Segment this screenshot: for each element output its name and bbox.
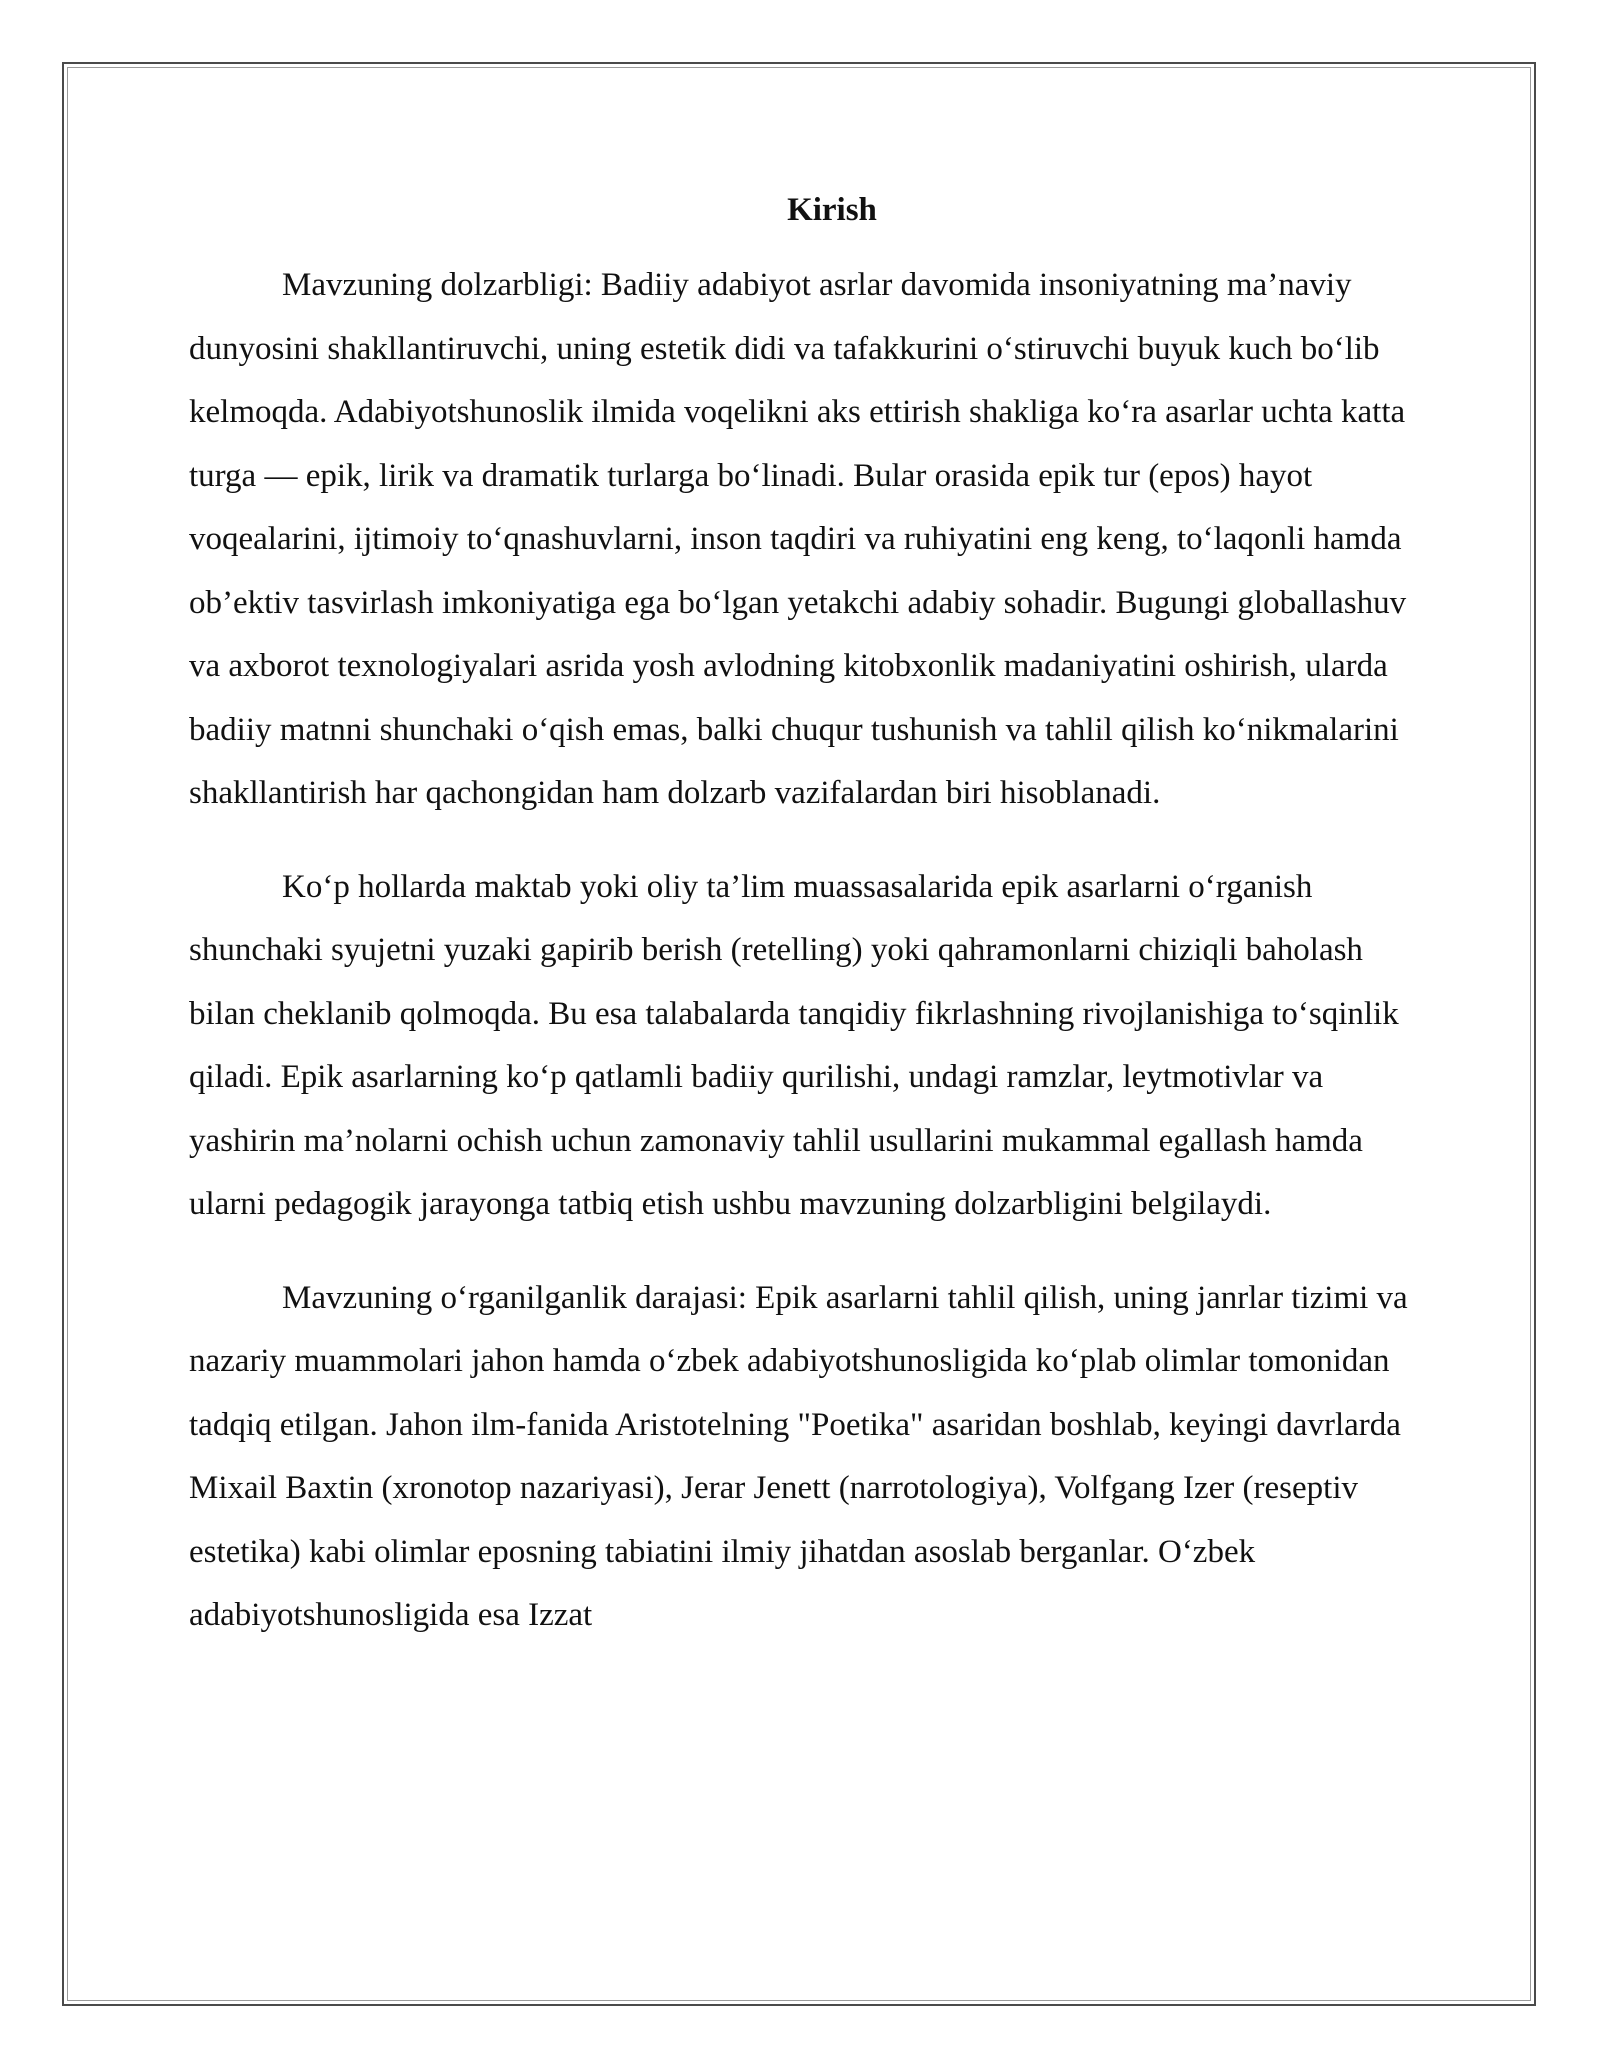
paragraph-research-degree: Mavzuning o‘rganilganlik darajasi: Epik asarlarni tahlil qilish, uning janrlar tizimi va nazariy muammolari jahon hamda o‘zbek adabiyotshunosligida ko‘plab olimlar tomonidan tadqiq etilgan. Jahon ilm-fanida Aristotelning "Poetika" asaridan boshlab, keyingi davrlarda Mixail Baxtin (xronotop nazariyasi), Jerar Jenett (narrotologiya), Volfgang Izer (reseptiv estetika) kabi olimlar eposning tabiatini ilmiy jihatdan asoslab berganlar. O‘zbek adabiyotshunosligida esa Izzat (189, 1279, 1408, 1633)
document-body (189, 188, 1419, 1648)
paragraph-teaching-problem: Ko‘p hollarda maktab yoki oliy ta’lim muassasalarida epik asarlarni o‘rganish shunchaki syujetni yuzaki gapirib berish (retelling) yoki qahramonlarni chiziqli baholash bilan cheklanib qolmoqda. Bu esa talabalarda tanqidiy fikrlashning rivojlanishiga to‘sqinlik qiladi. Epik asarlarning ko‘p qatlamli badiiy qurilishi, undagi ramzlar, leytmotivlar va yashirin ma’nolarni ochish uchun zamonaviy tahlil usullarini mukammal egallash hamda ularni pedagogik jarayonga tatbiq etish ushbu mavzuning dolzarbligini belgilaydi. (189, 868, 1399, 1222)
paragraph-relevance: Mavzuning dolzarbligi: Badiiy adabiyot asrlar davomida insoniyatning ma’naviy dunyosini shakllantiruvchi, uning estetik didi va tafakkurini o‘stiruvchi buyuk kuch bo‘lib kelmoqda. Adabiyotshunoslik ilmida voqelikni aks ettirish shakliga ko‘ra asarlar uchta katta turga — epik, lirik va dramatik turlarga bo‘linadi. Bular orasida epik tur (epos) hayot voqealarini, ijtimoiy to‘qnashuvlarni, inson taqdiri va ruhiyatini eng keng, to‘laqonli hamda ob’ektiv tasvirlash imkoniyatiga ega bo‘lgan yetakchi adabiy sohadir. Bugungi globallashuv va axborot texnologiyalari asrida yosh avlodning kitobxonlik madaniyatini oshirish, ularda badiiy matnni shunchaki o‘qish emas, balki chuqur tushunish va tahlil qilish ko‘nikmalarini shakllantirish har qachongidan ham dolzarb vazifalardan biri hisoblanadi. (189, 267, 1407, 811)
page-title: Kirish (787, 192, 877, 228)
